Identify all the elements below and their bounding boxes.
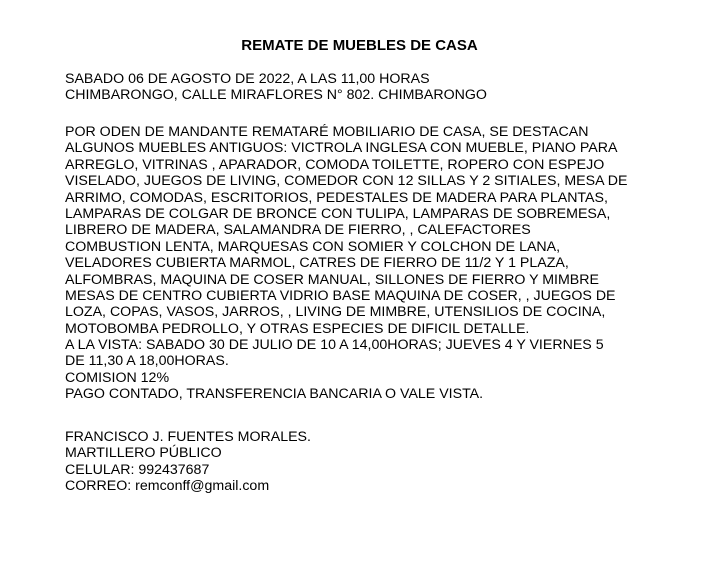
- description-line: COMBUSTION LENTA, MARQUESAS CON SOMIER Y COLCHON DE LANA,: [65, 238, 561, 255]
- description-line: ARREGLO, VITRINAS , APARADOR, COMODA TOILETTE, ROPERO CON ESPEJO: [65, 156, 605, 173]
- description-line: POR ODEN DE MANDANTE REMATARÉ MOBILIARIO DE CASA, SE DESTACAN: [65, 124, 589, 140]
- description-line: MESAS DE CENTRO CUBIERTA VIDRIO BASE MAQUINA DE COSER, , JUEGOS DE: [65, 287, 616, 304]
- description-line: ALGUNOS MUEBLES ANTIGUOS: VICTROLA INGLESA CON MUEBLE, PIANO PARA: [65, 140, 618, 157]
- description-line: MOTOBOMBA PEDROLLO, Y OTRAS ESPECIES DE DIFICIL DETALLE.: [65, 320, 530, 337]
- auctioneer-name: FRANCISCO J. FUENTES MORALES.: [65, 429, 311, 445]
- description-line: LIBRERO DE MADERA, SALAMANDRA DE FIERRO, , CALEFACTORES: [65, 222, 531, 239]
- commission-line: COMISION 12%: [65, 369, 170, 386]
- viewing-hours-line: DE 11,30 A 18,00HORAS.: [65, 353, 229, 370]
- date-line: SABADO 06 DE AGOSTO DE 2022, A LAS 11,00 HORAS: [65, 71, 430, 87]
- signature-block: [65, 429, 705, 495]
- description-line: VISELADO, JUEGOS DE LIVING, COMEDOR CON 12 SILLAS Y 2 SITIALES, MESA DE: [65, 173, 628, 190]
- phone-line: CELULAR: 992437687: [65, 461, 210, 478]
- description-line: LOZA, COPAS, VASOS, JARROS, , LIVING DE MIMBRE, UTENSILIOS DE COCINA,: [65, 304, 606, 321]
- description-line: VELADORES CUBIERTA MARMOL, CATRES DE FIERRO DE 11/2 Y 1 PLAZA,: [65, 255, 569, 272]
- auction-description-block: [65, 124, 705, 403]
- email-line: CORREO: remconff@gmail.com: [65, 478, 270, 495]
- viewing-hours-line: A LA VISTA: SABADO 30 DE JULIO DE 10 A 14,00HORAS; JUEVES 4 Y VIERNES 5: [65, 337, 604, 354]
- description-line: LAMPARAS DE COLGAR DE BRONCE CON TULIPA, LAMPARAS DE SOBREMESA,: [65, 205, 611, 222]
- description-line: ALFOMBRAS, MAQUINA DE COSER MANUAL, SILLONES DE FIERRO Y MIMBRE: [65, 271, 599, 288]
- document-title: REMATE DE MUEBLES DE CASA: [241, 37, 478, 54]
- location-line: CHIMBARONGO, CALLE MIRAFLORES N° 802. CHIMBARONGO: [65, 87, 487, 104]
- payment-line: PAGO CONTADO, TRANSFERENCIA BANCARIA O VALE VISTA.: [65, 386, 484, 403]
- description-line: ARRIMO, COMODAS, ESCRITORIOS, PEDESTALES DE MADERA PARA PLANTAS,: [65, 189, 608, 206]
- date-location-block: [65, 71, 705, 104]
- auctioneer-role: MARTILLERO PÚBLICO: [65, 445, 222, 462]
